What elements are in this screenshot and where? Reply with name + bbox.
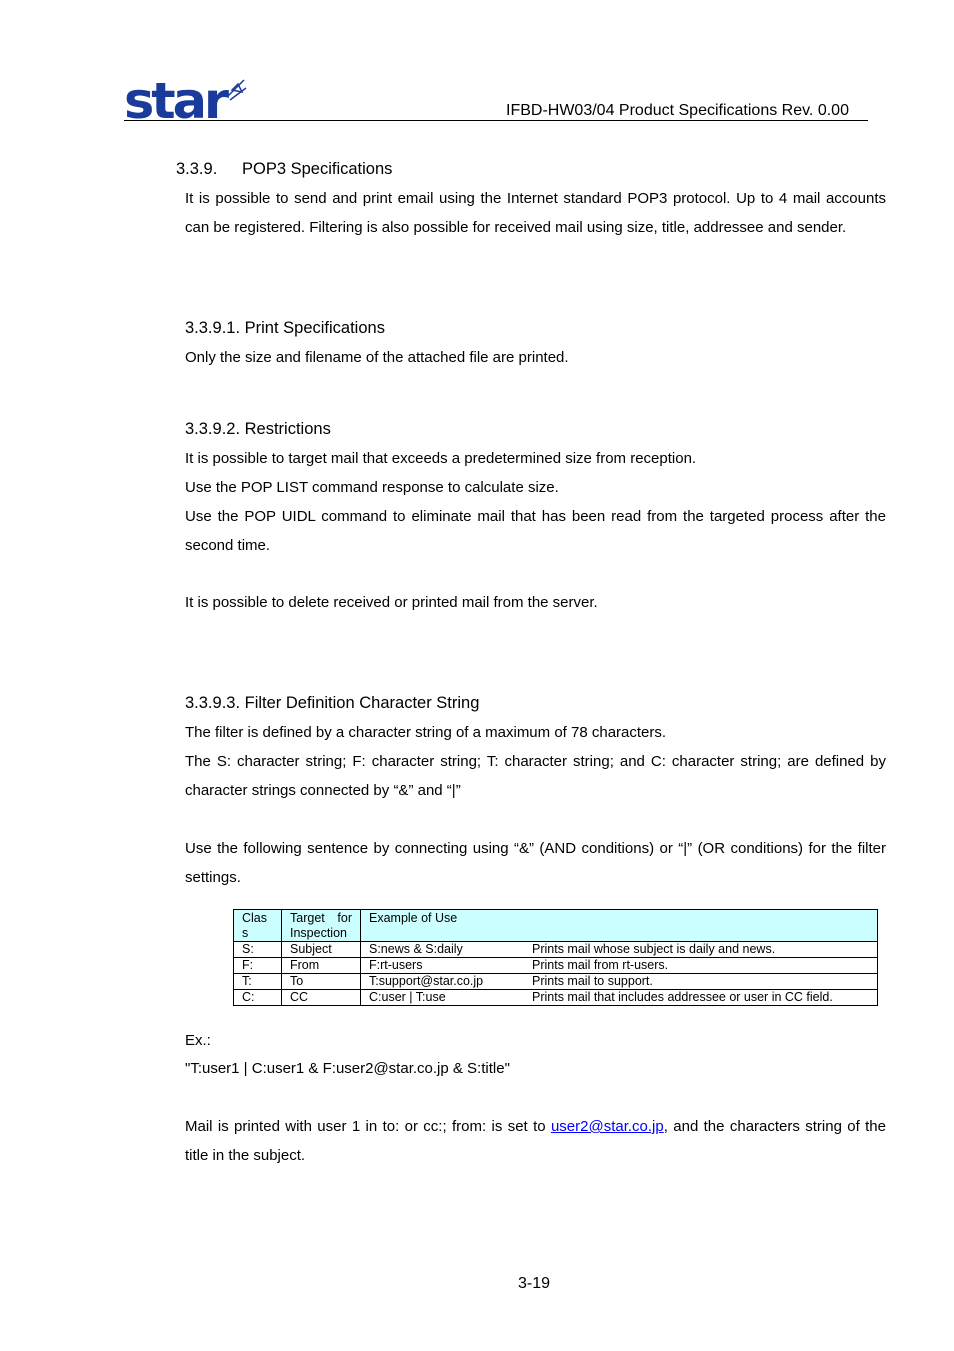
email-link[interactable]: user2@star.co.jp [550,1118,664,1135]
section-title: POP3 Specifications [242,160,393,178]
section-number: 3.3.9. [176,160,218,178]
filter-table [233,909,878,1006]
filter-line-2: The S: character string; F: character string; T: character string; and C: character string; are defined by character strings connected by “&” and “|” [185,753,886,799]
table-cell: T:support@star.co.jp [361,974,525,990]
table-header-cell: Example of Use [361,910,878,942]
restrictions-line-4: It is possible to delete received or printed mail from the server. [185,594,598,611]
table-cell: C:user | T:use [361,990,525,1006]
print-spec-text: Only the size and filename of the attached file are printed. [185,349,569,366]
table-cell: S: [234,942,282,958]
restrictions-line-1: It is possible to target mail that exceeds a predetermined size from reception. [185,450,697,467]
table-row [234,958,878,974]
section-intro: It is possible to send and print email using the Internet standard POP3 protocol. Up to 4 mail accounts can be registered. Filtering is also possible for received mail using size, title, addressee and sender. [185,190,886,236]
star-logo [124,74,248,122]
restrictions-heading: 3.3.9.2. Restrictions [185,420,331,438]
table-cell: CC [282,990,361,1006]
svg-text:star: star [124,74,230,122]
print-spec-heading: 3.3.9.1. Print Specifications [185,319,385,337]
header-divider [124,120,868,121]
table-header-cell: Clas s [234,910,282,942]
example-result [185,1112,886,1170]
table-row [234,942,878,958]
page-number: 3-19 [518,1275,551,1292]
table-cell: T: [234,974,282,990]
table-cell: C: [234,990,282,1006]
table-cell: From [282,958,361,974]
table-cell: Subject [282,942,361,958]
table-row [234,974,878,990]
table-header-cell: Target for Inspection [282,910,361,942]
table-cell: Prints mail whose subject is daily and news. [524,942,878,958]
table-cell: Prints mail to support. [524,974,878,990]
table-header-row [234,910,878,942]
table-cell: S:news & S:daily [361,942,525,958]
example-result-text: , and the characters string of the title in the subject. [185,1118,886,1164]
filter-line-1: The filter is defined by a character string of a maximum of 78 characters. [185,724,667,741]
table-cell: F: [234,958,282,974]
example-result-text: Mail is printed with user 1 in to: or cc:; from: is set to [185,1118,551,1135]
example-label: Ex.: [185,1032,211,1049]
filter-line-3: Use the following sentence by connecting using “&” (AND conditions) or “|” (OR conditions) for the filter settings. [185,840,886,886]
table-row [234,990,878,1006]
table-cell: F:rt-users [361,958,525,974]
document-title: IFBD-HW03/04 Product Specifications Rev. 0.00 [506,102,849,119]
table-cell: Prints mail from rt-users. [524,958,878,974]
table-cell: Prints mail that includes addressee or user in CC field. [524,990,878,1006]
table-cell: To [282,974,361,990]
example-string: "T:user1 | C:user1 & F:user2@star.co.jp & S:title" [185,1060,510,1077]
restrictions-line-3: Use the POP UIDL command to eliminate mail that has been read from the targeted process after the second time. [185,508,886,554]
filter-heading: 3.3.9.3. Filter Definition Character String [185,694,480,712]
restrictions-line-2: Use the POP LIST command response to calculate size. [185,479,559,496]
